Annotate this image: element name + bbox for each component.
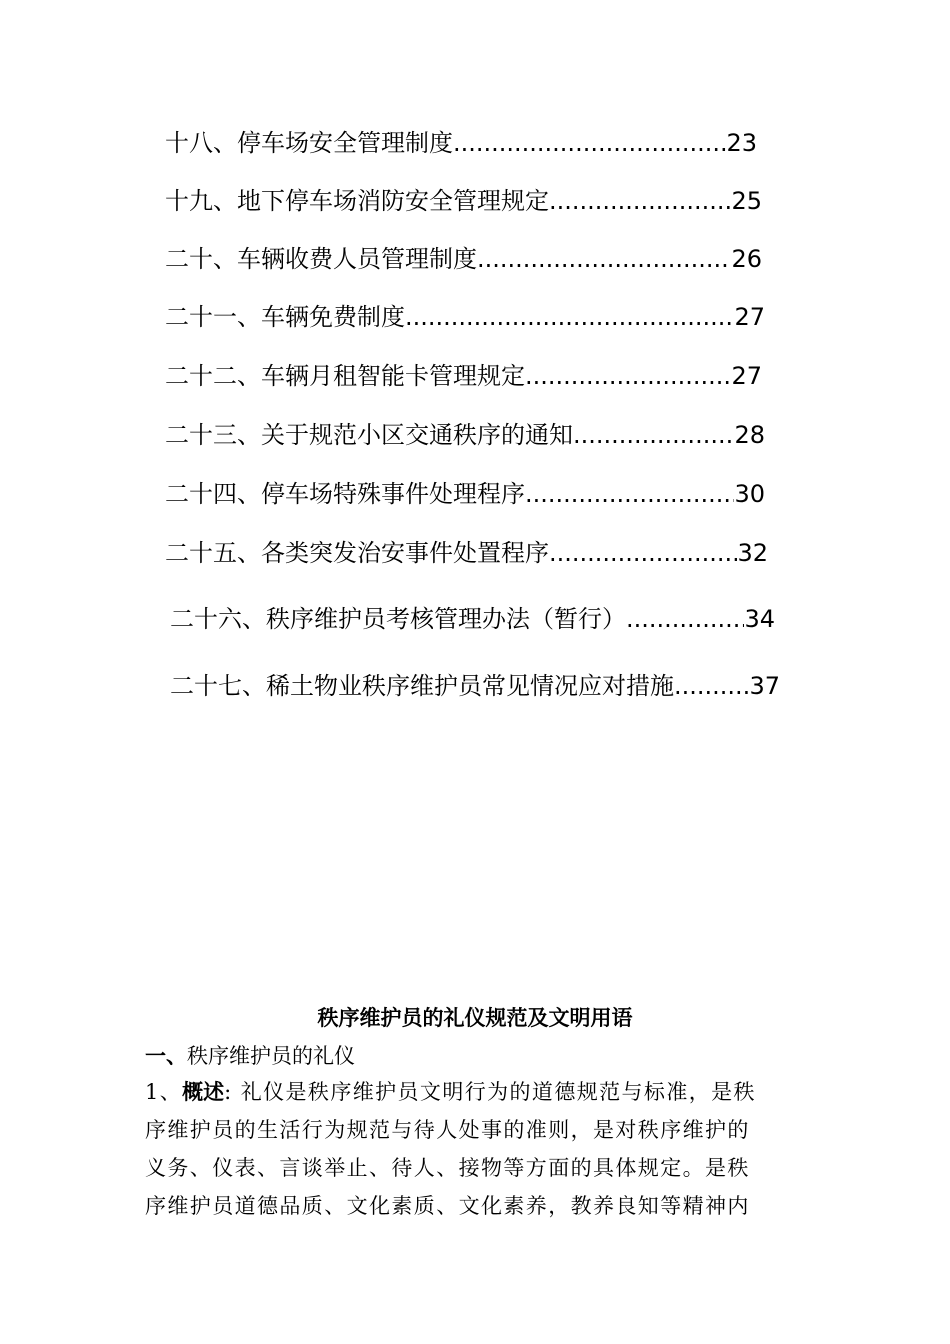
toc-leader-dots	[626, 601, 744, 637]
toc-leader-dots	[525, 476, 734, 512]
toc-entry-title: 十八、停车场安全管理制度	[165, 129, 453, 157]
toc-entry[interactable]	[165, 183, 762, 219]
toc-entry-title: 二十二、车辆月租智能卡管理规定	[165, 362, 525, 390]
toc-leader-dots	[573, 417, 734, 453]
section-heading	[145, 1038, 825, 1074]
toc-entry[interactable]	[165, 241, 762, 277]
toc-entry-title: 二十七、稀土物业秩序维护员常见情况应对措施	[170, 672, 674, 700]
toc-entry-title: 二十六、秩序维护员考核管理办法（暂行）	[170, 605, 626, 633]
toc-entry-title: 二十、车辆收费人员管理制度	[165, 245, 477, 273]
toc-entry-title: 十九、地下停车场消防安全管理规定	[165, 187, 549, 215]
toc-entry-title: 二十三、关于规范小区交通秩序的通知	[165, 421, 573, 449]
section-title: 秩序维护员的礼仪	[187, 1044, 355, 1068]
toc-entry[interactable]	[165, 417, 765, 453]
toc-entry-title: 二十四、停车场特殊事件处理程序	[165, 480, 525, 508]
toc-entry-page: 27	[731, 362, 762, 390]
toc-entry-page: 25	[731, 187, 762, 215]
paragraph-colon: :	[224, 1080, 233, 1104]
paragraph-line: 序维护员道德品质、文化素质、文化素养，教养良知等精神内	[145, 1194, 750, 1218]
toc-leader-dots	[477, 241, 731, 277]
toc-entry-title: 二十一、车辆免费制度	[165, 303, 405, 331]
section-number: 一、	[145, 1043, 187, 1068]
toc-entry-page: 27	[734, 303, 765, 331]
toc-entry[interactable]	[170, 668, 780, 704]
toc-leader-dots	[549, 535, 737, 571]
paragraph-line: 序维护员的生活行为规范与待人处事的准则，是对秩序维护的	[145, 1118, 750, 1142]
toc-entry-page: 32	[737, 539, 768, 567]
document-title: 秩序维护员的礼仪规范及文明用语	[317, 1006, 633, 1030]
toc-leader-dots	[674, 668, 749, 704]
toc-entry-page: 26	[731, 245, 762, 273]
toc-leader-dots	[525, 358, 731, 394]
paragraph-line: 义务、仪表、言谈举止、待人、接物等方面的具体规定。是秩	[145, 1156, 750, 1180]
toc-entry-page: 23	[726, 129, 757, 157]
toc-entry-title: 二十五、各类突发治安事件处置程序	[165, 539, 549, 567]
paragraph-text: 礼仪是秩序维护员文明行为的道德规范与标准，是秩	[240, 1080, 756, 1104]
toc-entry[interactable]	[165, 358, 762, 394]
toc-entry-page: 34	[744, 605, 775, 633]
toc-leader-dots	[453, 125, 726, 161]
toc-entry-page: 28	[734, 421, 765, 449]
paragraph-lead: 概述	[182, 1079, 225, 1104]
toc-leader-dots	[549, 183, 731, 219]
toc-entry[interactable]	[165, 476, 765, 512]
paragraph-line	[145, 1074, 810, 1110]
toc-leader-dots	[405, 299, 734, 335]
toc-entry[interactable]	[165, 125, 757, 161]
toc-entry[interactable]	[165, 299, 765, 335]
paragraph-number: 1、	[145, 1080, 183, 1104]
toc-entry[interactable]	[170, 601, 775, 637]
toc-entry[interactable]	[165, 535, 768, 571]
toc-entry-page: 30	[734, 480, 765, 508]
toc-entry-page: 37	[749, 672, 780, 700]
